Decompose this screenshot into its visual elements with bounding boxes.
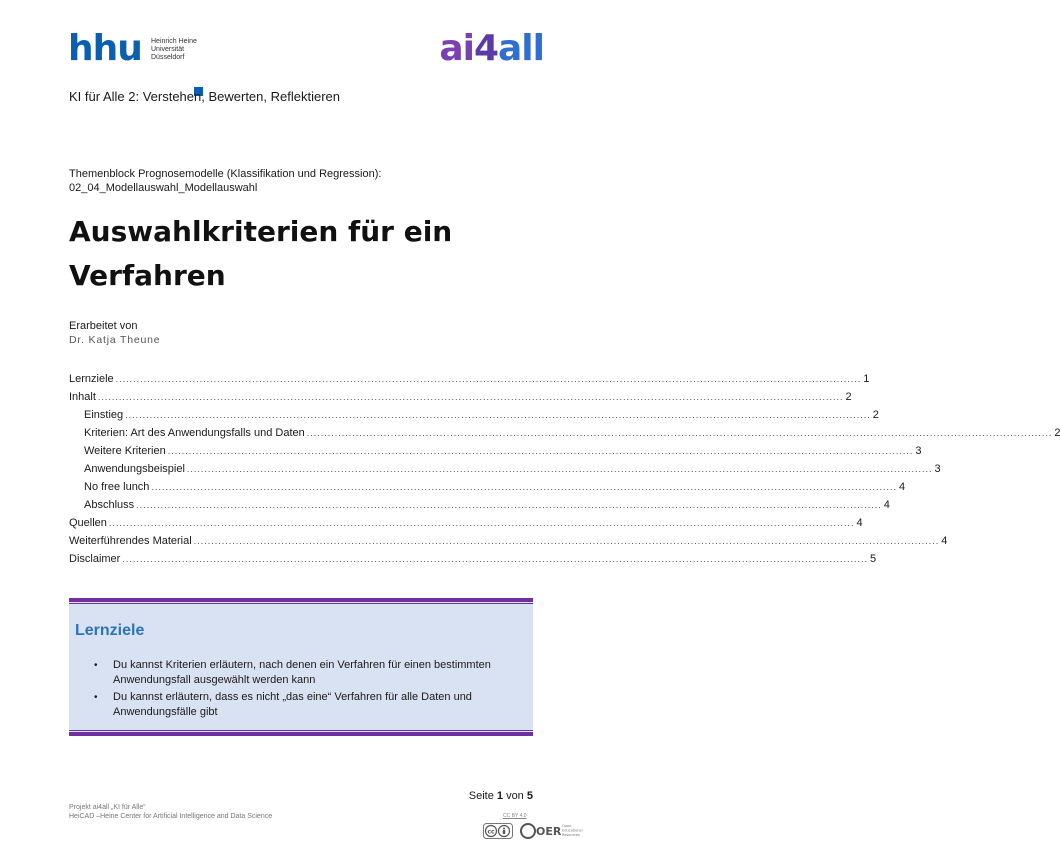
topic-block-line-2: 02_04_Modellauswahl_Modellauswahl: [69, 182, 258, 194]
toc-entry-label: No free lunch: [84, 481, 150, 493]
bullet-icon: •: [94, 660, 98, 671]
toc-entry[interactable]: [69, 370, 870, 388]
toc-entry-label: Weitere Kriterien: [84, 445, 166, 457]
toc-entry-page: 3: [915, 445, 922, 457]
svg-text:Open: Open: [562, 824, 572, 828]
toc-entry[interactable]: [69, 496, 890, 514]
toc-entry-label: Lernziele: [69, 373, 114, 385]
ai4all-logo-part3: all: [498, 28, 544, 69]
hhu-sub-line-3: Düsseldorf: [151, 54, 185, 61]
learning-goal-item: [91, 690, 521, 720]
oer-logo: [520, 821, 583, 841]
license-link[interactable]: CC BY 4.0: [503, 813, 527, 819]
oer-globe-icon: [520, 821, 583, 841]
author-name: Dr. Katja Theune: [69, 334, 161, 346]
toc-dot-leader: [307, 424, 1053, 442]
toc-dot-leader: [116, 370, 862, 388]
toc-entry-label: Kriterien: Art des Anwendungsfalls und Daten: [84, 427, 305, 439]
page-number-current: 1: [496, 790, 503, 802]
toc-entry-page: 2: [845, 391, 852, 403]
learning-goals-heading: Lernziele: [75, 622, 145, 639]
learning-goal-text: Du kannst erläutern, dass es nicht „das eine“ Verfahren für alle Daten und Anwendungsfälle gibt: [113, 691, 472, 718]
toc-entry-page: 2: [872, 409, 879, 421]
document-title: Auswahlkriterien für ein Verfahren: [69, 215, 453, 292]
footer-project-line-2: HeiCAD –Heine Center for Artificial Intelligence and Data Science: [69, 813, 273, 820]
toc-entry-page: 5: [869, 553, 877, 565]
toc-entry-page: 4: [883, 499, 890, 511]
topic-block-line-1: Themenblock Prognosemodelle (Klassifikation und Regression):: [69, 168, 382, 180]
page-number: [469, 790, 533, 802]
hhu-logo-subtitle: [151, 38, 211, 62]
toc-entry-label: Disclaimer: [69, 553, 121, 565]
toc-entry-page: 3: [934, 463, 941, 475]
toc-dot-leader: [98, 388, 844, 406]
toc-entry-label: Anwendungsbeispiel: [84, 463, 185, 475]
toc-entry[interactable]: [69, 550, 877, 568]
page-number-total: 5: [526, 790, 533, 802]
ai4all-logo: [439, 30, 544, 70]
toc-entry[interactable]: [69, 460, 941, 478]
toc-dot-leader: [194, 532, 940, 550]
toc-entry-page: 4: [856, 517, 863, 529]
toc-dot-leader: [109, 514, 855, 532]
toc-dot-leader: [125, 406, 871, 424]
toc-entry[interactable]: [69, 442, 922, 460]
toc-entry[interactable]: [69, 406, 879, 424]
bullet-icon: •: [94, 692, 98, 703]
toc-entry-page: 2: [1054, 427, 1060, 439]
learning-goal-text: Du kannst Kriterien erläutern, nach denen ein Verfahren für einen bestimmten Anwendungsfall ausgewählt werden kann: [113, 659, 491, 686]
authored-by-label: Erarbeitet von: [69, 320, 138, 332]
hhu-sub-line-1: Heinrich Heine: [151, 38, 197, 45]
box-top-rule: [69, 603, 533, 604]
ai4all-logo-part2: 4: [473, 28, 499, 69]
svg-text:Resources: Resources: [562, 833, 580, 837]
toc-entry-page: 4: [899, 481, 906, 493]
footer-project-line-1: Projekt ai4all „KI für Alle“: [69, 804, 146, 811]
toc-entry-label: Weiterführendes Material: [69, 535, 192, 547]
topic-block: [69, 167, 381, 195]
toc-entry[interactable]: [69, 478, 906, 496]
hhu-logo: [68, 30, 208, 70]
toc-dot-leader: [136, 496, 882, 514]
toc-entry-label: Abschluss: [84, 499, 135, 511]
toc-dot-leader: [187, 460, 933, 478]
cc-by-license-icon: [483, 823, 513, 839]
svg-text:cc: cc: [487, 828, 495, 836]
toc-dot-leader: [122, 550, 868, 568]
hhu-logo-letters: hhu: [68, 28, 142, 69]
footer-project-info: [69, 803, 272, 821]
svg-text:OER: OER: [536, 825, 562, 838]
toc-entry-label: Quellen: [69, 517, 107, 529]
toc-entry[interactable]: [69, 388, 852, 406]
toc-dot-leader: [151, 478, 897, 496]
ai4all-logo-part1: ai: [439, 28, 474, 69]
page-number-prefix: Seite: [468, 790, 494, 802]
toc-entry[interactable]: [69, 424, 1060, 442]
learning-goals-list: [91, 658, 521, 722]
page-number-of: von: [506, 790, 524, 802]
toc-entry-page: 1: [863, 373, 870, 385]
table-of-contents: [69, 370, 1060, 568]
hhu-sub-line-2: Universität: [151, 46, 185, 53]
toc-entry-label: Inhalt: [69, 391, 96, 403]
course-title: KI für Alle 2: Verstehen, Bewerten, Reflektieren: [69, 89, 340, 104]
toc-entry-label: Einstieg: [84, 409, 124, 421]
toc-entry-page: 4: [941, 535, 948, 547]
toc-entry[interactable]: [69, 514, 863, 532]
learning-goals-box: [69, 598, 533, 736]
box-bottom-rule: [69, 730, 533, 731]
learning-goal-item: [91, 658, 521, 688]
svg-text:Educational: Educational: [562, 828, 583, 833]
toc-dot-leader: [168, 442, 914, 460]
toc-entry[interactable]: [69, 532, 948, 550]
